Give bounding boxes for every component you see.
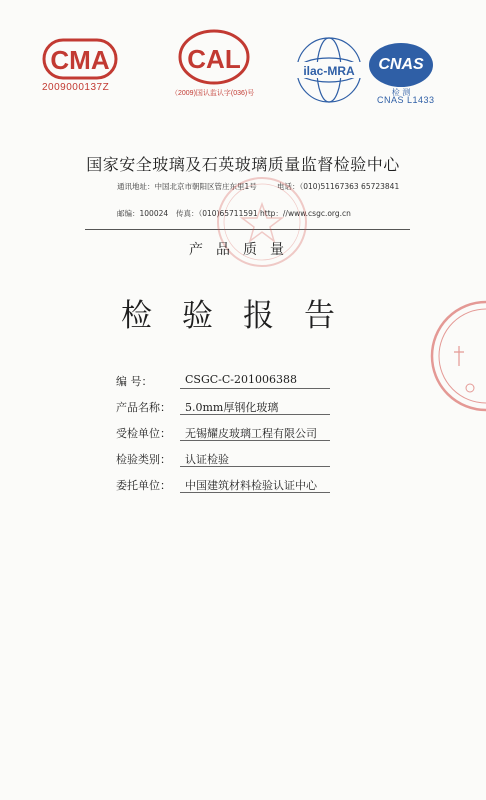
field-label-product: 产品名称：	[116, 401, 171, 414]
field-label-number: 编 号：	[116, 375, 153, 388]
field-label-inspection-type: 检验类别：	[116, 453, 171, 466]
postcode: 邮编：100024	[117, 209, 169, 218]
phone: 电话：（010)51167363 65723841	[277, 182, 400, 191]
cnas-logo-subtext: 检 测	[391, 88, 411, 96]
cnas-logo	[367, 40, 435, 96]
cal-logo	[176, 28, 252, 86]
cma-logo-text: CMA	[50, 45, 110, 75]
field-label-client: 委托单位：	[116, 479, 171, 492]
address: 通讯地址：中国北京市朝阳区管庄东里1号	[117, 182, 257, 191]
website: http：//www.csgc.org.cn	[260, 209, 351, 218]
field-value-client: 中国建筑材料检验认证中心	[185, 479, 317, 492]
field-underline	[180, 466, 330, 467]
field-underline	[180, 440, 330, 441]
ilac-mra-logo-text: ilac-MRA	[303, 64, 355, 78]
ilac-mra-logo	[294, 34, 364, 106]
field-value-number: CSGC-C-201006388	[185, 373, 297, 386]
report-title: 检验报告	[121, 298, 365, 334]
cal-logo-text: CAL	[187, 44, 241, 74]
field-underline	[180, 414, 330, 415]
cnas-code: CNAS L1433	[377, 95, 435, 105]
fax: 传真：（010)65711591	[176, 209, 258, 218]
field-underline	[180, 492, 330, 493]
report-subtitle: 产品质量	[189, 242, 297, 258]
cnas-logo-text: CNAS	[378, 56, 424, 73]
center-name: 国家安全玻璃及石英玻璃质量监督检验中心	[86, 155, 400, 174]
cal-code: （2009)国认监认字(036)号	[171, 90, 255, 97]
field-underline	[180, 388, 330, 389]
field-value-inspected-unit: 无锡耀皮玻璃工程有限公司	[185, 427, 317, 440]
field-value-inspection-type: 认证检验	[185, 453, 229, 466]
cma-logo	[42, 36, 118, 82]
right-seal	[424, 296, 486, 416]
cma-code: 2009000137Z	[42, 82, 110, 93]
field-label-inspected-unit: 受检单位：	[116, 427, 171, 440]
field-value-product: 5.0mm厚钢化玻璃	[185, 401, 279, 414]
